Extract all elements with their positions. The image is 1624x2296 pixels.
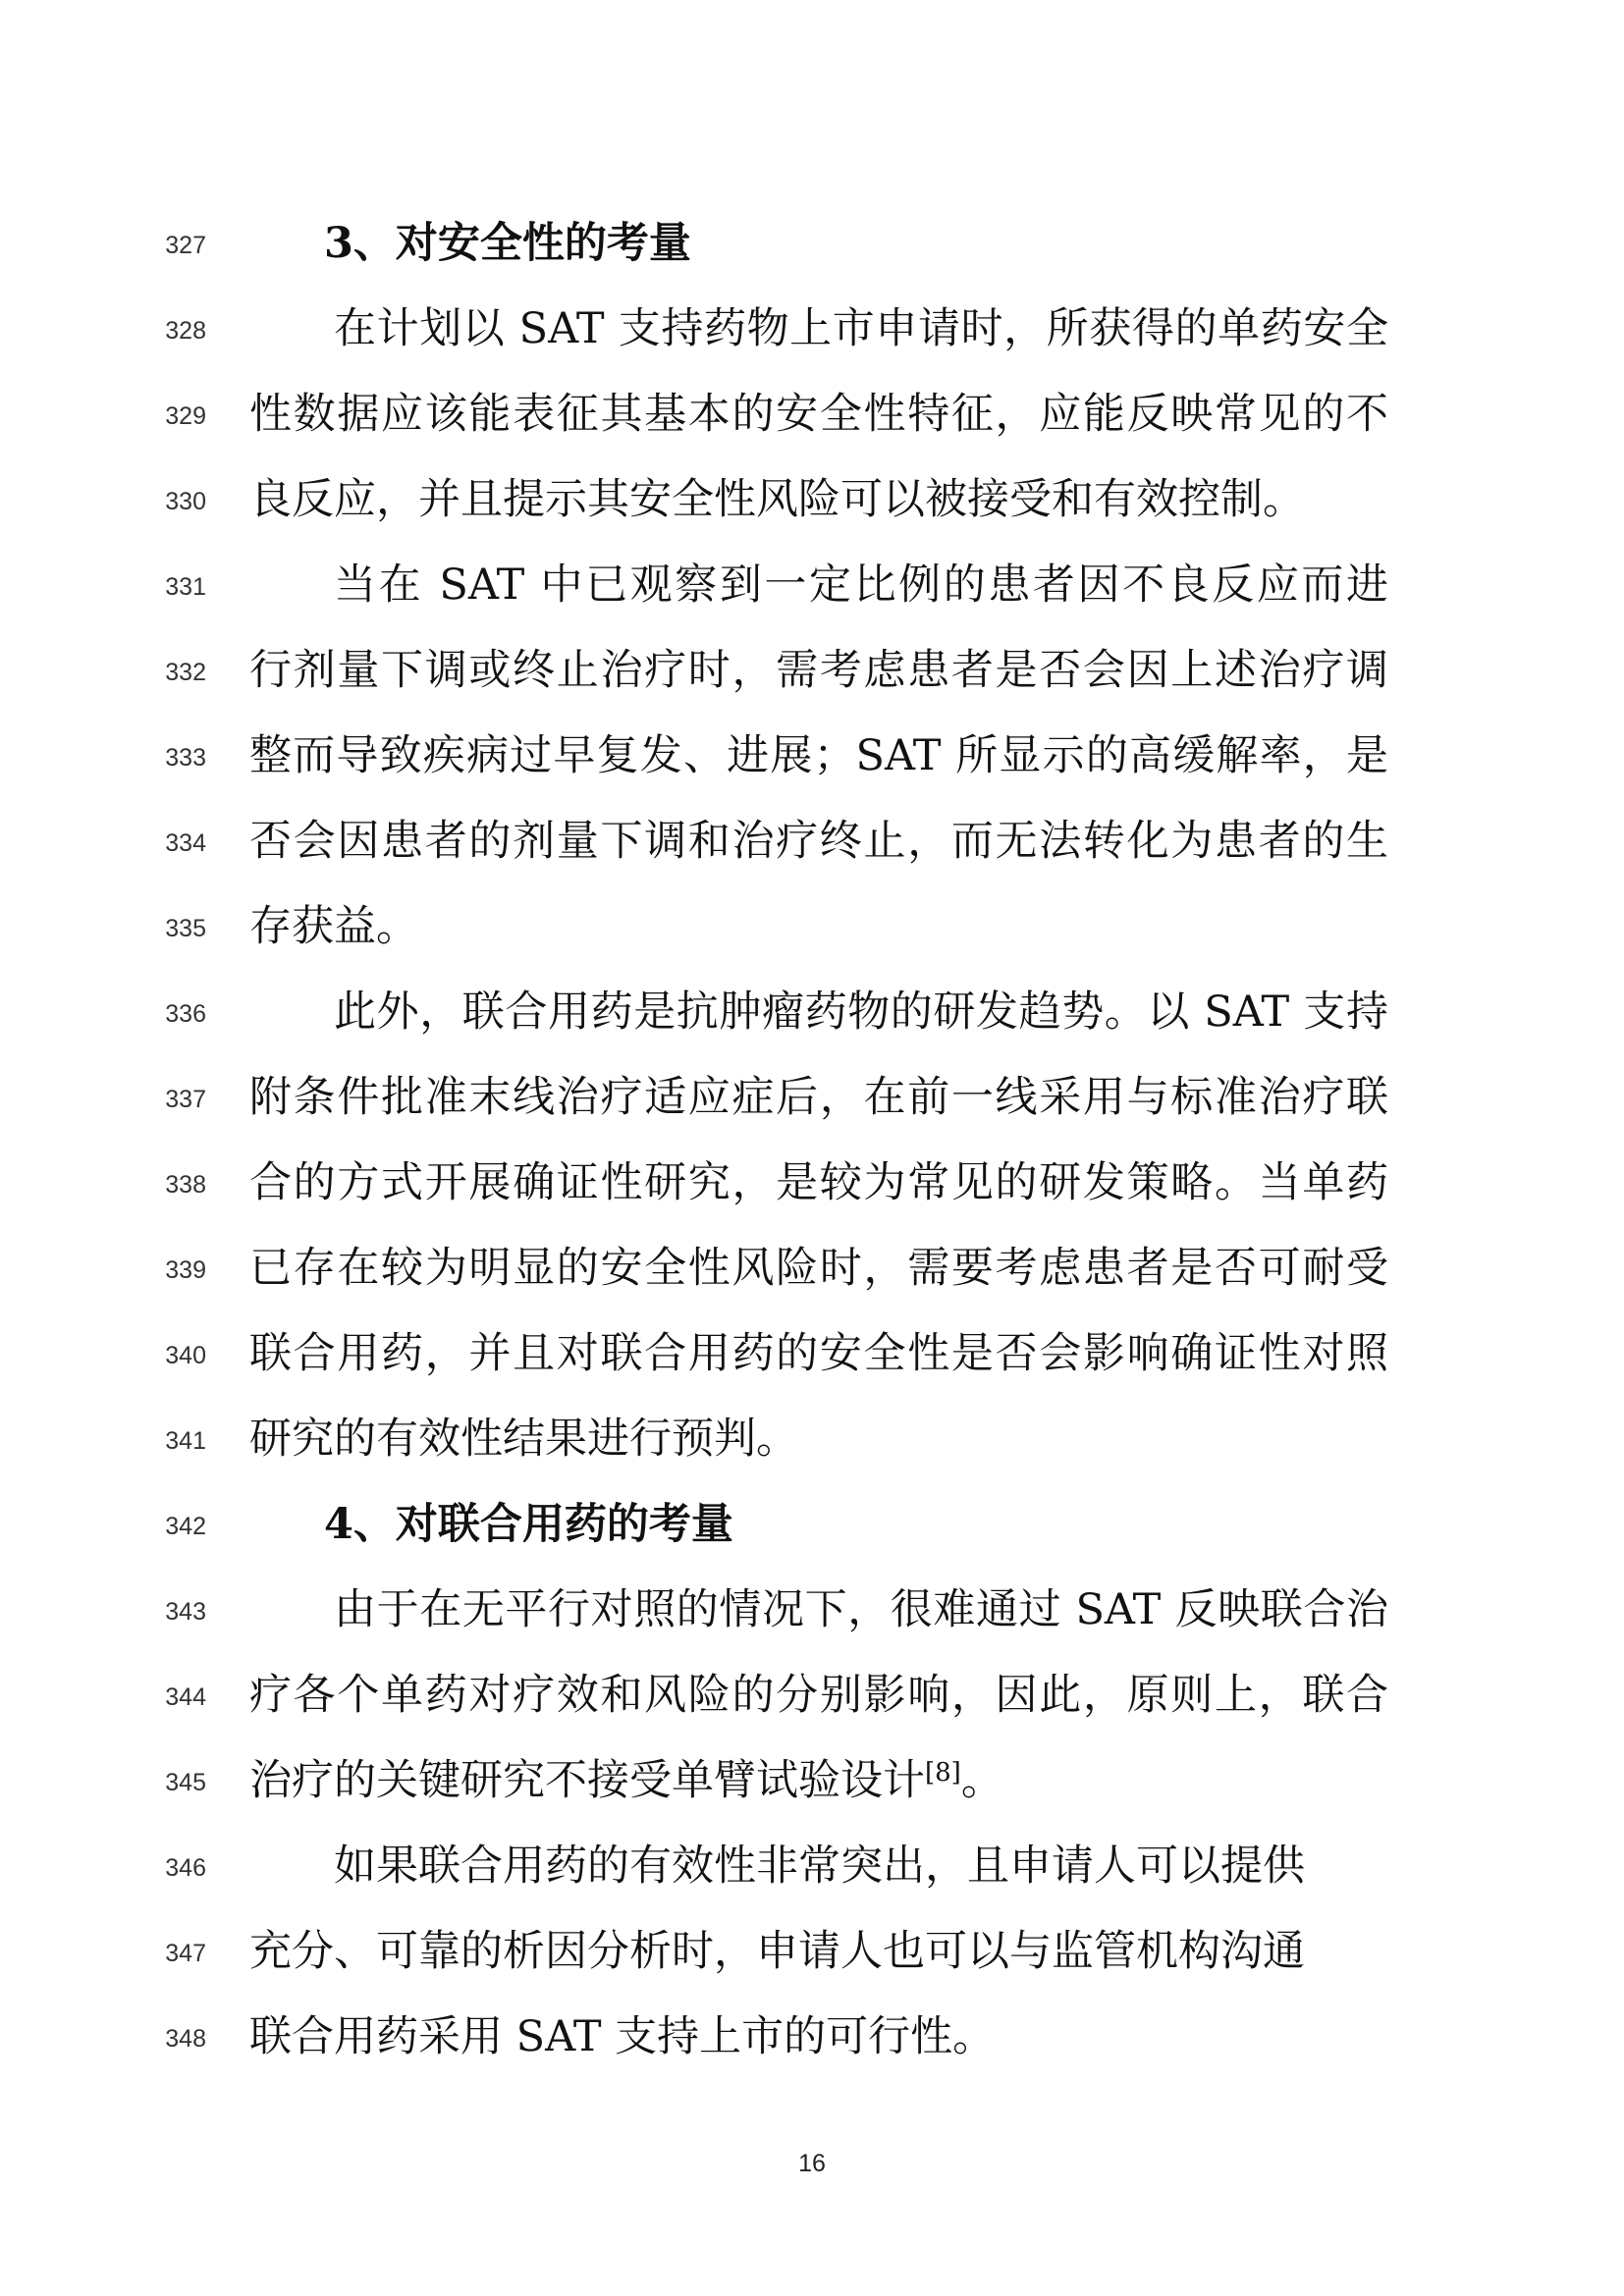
paragraph-line: 存获益。	[249, 902, 418, 951]
paragraph-line: 充分、可靠的析因分析时，申请人也可以与监管机构沟通	[249, 1927, 1305, 1976]
line-336	[0, 970, 1624, 1055]
paragraph-line: 联合用药，并且对联合用药的安全性是否会影响确证性对照	[249, 1329, 1388, 1378]
paragraph-line: 已存在较为明显的安全性风险时，需要考虑患者是否可耐受	[249, 1244, 1388, 1293]
line-number: 330	[165, 488, 206, 515]
paragraph-line: 疗各个单药对疗效和风险的分别影响，因此，原则上，联合	[249, 1671, 1388, 1720]
line-text-body: 治疗的关键研究不接受单臂试验设计	[249, 1756, 925, 1805]
line-number: 337	[165, 1086, 206, 1113]
paragraph-line: 附条件批准末线治疗适应症后，在前一线采用与标准治疗联	[249, 1073, 1388, 1122]
line-number: 335	[165, 915, 206, 942]
line-number: 342	[165, 1513, 206, 1540]
line-number: 341	[165, 1427, 206, 1455]
line-number: 327	[165, 232, 206, 259]
line-345	[0, 1738, 1624, 1824]
line-number: 334	[165, 829, 206, 857]
line-number: 338	[165, 1171, 206, 1199]
page-number: 16	[798, 2150, 826, 2177]
line-number: 339	[165, 1256, 206, 1284]
line-number: 328	[165, 317, 206, 345]
line-number: 332	[165, 659, 206, 686]
paragraph-line: 行剂量下调或终止治疗时，需考虑患者是否会因上述治疗调	[249, 646, 1388, 695]
paragraph-line: 良反应，并且提示其安全性风险可以被接受和有效控制。	[249, 475, 1305, 524]
paragraph-line: 联合用药采用 SAT 支持上市的可行性。	[249, 2012, 996, 2061]
line-number: 329	[165, 402, 206, 430]
line-337	[0, 1055, 1624, 1141]
line-number: 343	[165, 1598, 206, 1626]
line-343	[0, 1568, 1624, 1653]
line-348	[0, 1995, 1624, 2080]
line-341	[0, 1397, 1624, 1482]
line-number: 344	[165, 1683, 206, 1711]
line-number: 345	[165, 1769, 206, 1796]
line-347	[0, 1909, 1624, 1995]
line-332	[0, 628, 1624, 714]
paragraph-line: 整而导致疾病过早复发、进展；SAT 所显示的高缓解率，是	[249, 731, 1388, 780]
paragraph-line: 在计划以 SAT 支持药物上市申请时，所获得的单药安全	[334, 304, 1388, 353]
line-number: 336	[165, 1000, 206, 1028]
paragraph-line: 否会因患者的剂量下调和治疗终止，而无法转化为患者的生	[249, 817, 1388, 866]
section-heading-safety: 3、对安全性的考量	[324, 219, 691, 268]
paragraph-line: 当在 SAT 中已观察到一定比例的患者因不良反应而进	[334, 561, 1388, 610]
line-number: 340	[165, 1342, 206, 1369]
line-number: 331	[165, 573, 206, 601]
line-330	[0, 457, 1624, 543]
paragraph-line: 合的方式开展确证性研究，是较为常见的研发策略。当单药	[249, 1158, 1388, 1207]
paragraph-line: 研究的有效性结果进行预判。	[249, 1415, 798, 1464]
line-number: 347	[165, 1940, 206, 1967]
line-338	[0, 1141, 1624, 1226]
line-327	[0, 201, 1624, 287]
paragraph-line: 如果联合用药的有效性非常突出，且申请人可以提供	[334, 1842, 1305, 1891]
line-328	[0, 287, 1624, 372]
line-number: 348	[165, 2025, 206, 2053]
line-339	[0, 1226, 1624, 1311]
line-335	[0, 884, 1624, 970]
line-344	[0, 1653, 1624, 1738]
paragraph-line: 此外，联合用药是抗肿瘤药物的研发趋势。以 SAT 支持	[334, 988, 1388, 1037]
reference-superscript: [8]	[925, 1758, 961, 1788]
paragraph-line: 由于在无平行对照的情况下，很难通过 SAT 反映联合治	[334, 1585, 1388, 1634]
line-331	[0, 543, 1624, 628]
line-334	[0, 799, 1624, 884]
paragraph-line	[249, 1738, 1388, 1824]
line-342	[0, 1482, 1624, 1568]
paragraph-line: 性数据应该能表征其基本的安全性特征，应能反映常见的不	[249, 390, 1388, 439]
line-number: 346	[165, 1854, 206, 1882]
line-340	[0, 1311, 1624, 1397]
line-346	[0, 1824, 1624, 1909]
line-329	[0, 372, 1624, 457]
section-heading-combination: 4、对联合用药的考量	[324, 1500, 733, 1549]
line-number: 333	[165, 744, 206, 772]
line-text-tail: 。	[960, 1756, 1003, 1805]
line-333	[0, 714, 1624, 799]
